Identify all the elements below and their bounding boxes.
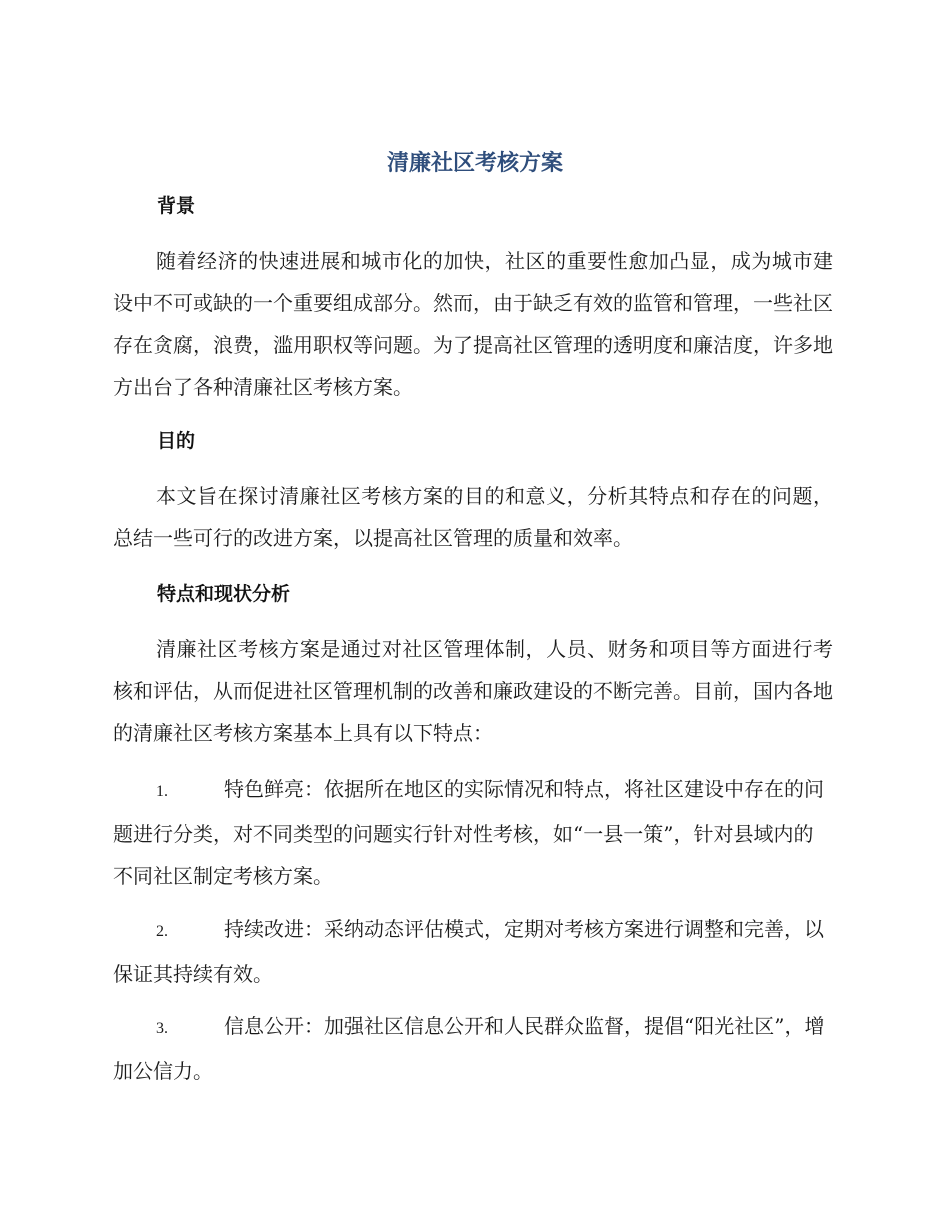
list-item bbox=[113, 768, 833, 897]
section-heading-purpose: 目的 bbox=[157, 430, 196, 452]
section-paragraph-background: 随着经济的快速进展和城市化的加快，社区的重要性愈加凸显，成为城市建设中不可或缺的一个重要组成部分。然而，由于缺乏有效的监管和管理，一些社区存在贪腐，浪费，滥用职权等问题。为了提高社区管理的透明度和廉洁度，许多地方出台了各种清廉社区考核方案。 bbox=[113, 249, 833, 399]
list-item bbox=[113, 1005, 833, 1092]
list-item bbox=[113, 908, 833, 995]
section-paragraph-analysis: 清廉社区考核方案是通过对社区管理体制，人员、财务和项目等方面进行考核和评估，从而促进社区管理机制的改善和廉政建设的不断完善。目前，国内各地的清廉社区考核方案基本上具有以下特点： bbox=[113, 637, 833, 745]
section-paragraph-purpose: 本文旨在探讨清廉社区考核方案的目的和意义，分析其特点和存在的问题，总结一些可行的改进方案，以提高社区管理的质量和效率。 bbox=[113, 484, 833, 550]
list-item-text: 信息公开：加强社区信息公开和人民群众监督，提倡“阳光社区”，增加公信力。 bbox=[113, 1014, 825, 1083]
list-item-text: 持续改进：采纳动态评估模式，定期对考核方案进行调整和完善，以保证其持续有效。 bbox=[113, 917, 824, 986]
document-title: 清廉社区考核方案 bbox=[386, 151, 563, 176]
section-heading-background: 背景 bbox=[157, 195, 196, 217]
list-item-number: 2. bbox=[156, 923, 168, 940]
list-item-number: 3. bbox=[156, 1020, 168, 1037]
list-item-text: 特色鲜亮：依据所在地区的实际情况和特点，将社区建设中存在的问题进行分类，对不同类型的问题实行针对性考核，如“一县一策”，针对县域内的不同社区制定考核方案。 bbox=[113, 777, 824, 888]
section-heading-analysis: 特点和现状分析 bbox=[157, 583, 291, 605]
list-item-number: 1. bbox=[156, 783, 168, 800]
